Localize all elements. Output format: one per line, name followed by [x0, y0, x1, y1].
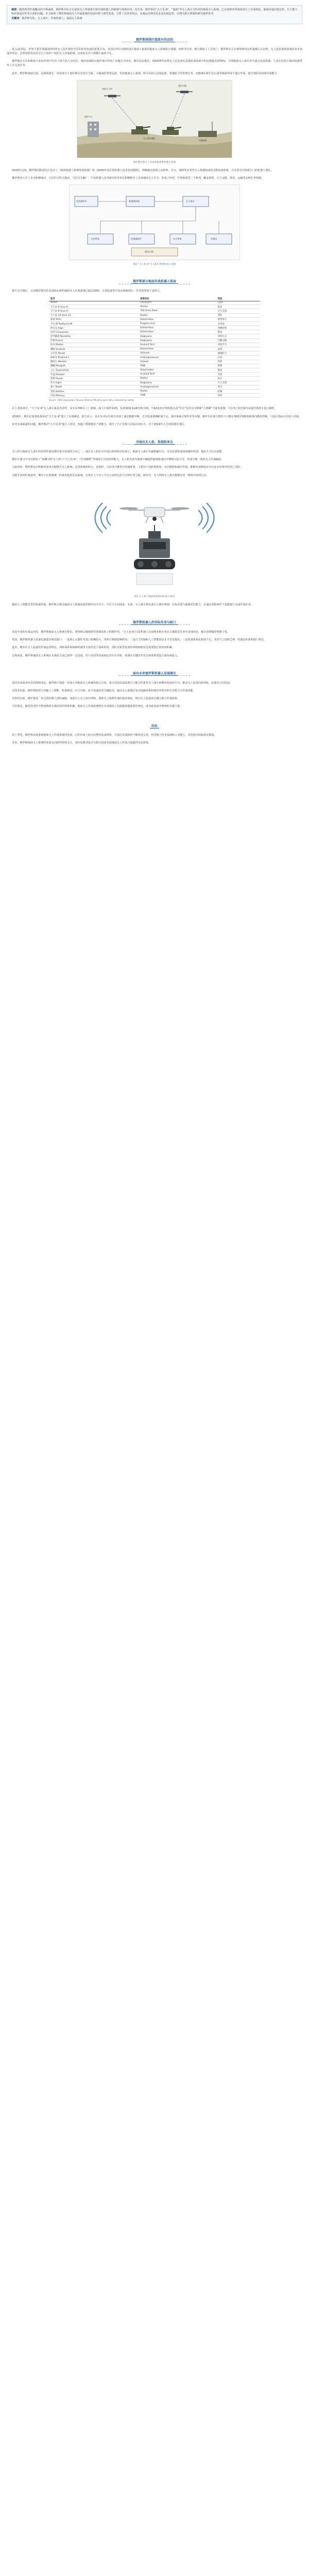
equipment-table [49, 297, 260, 398]
figure-1-concept-illustration [77, 80, 232, 158]
figure-3-svg [80, 482, 229, 592]
paragraph: 可以预见，随着技术的不断成熟和实战经验的持续积累，地面无人作战系统将在未来战场上扮演越来越重要的角色，成为改变战争规则的关键力量。 [12, 705, 183, 708]
abstract-label: 摘要： [11, 8, 20, 11]
table-row [49, 364, 260, 368]
diagram-box-label: 动力系统 [173, 238, 182, 241]
table-subheader-cell: Developer [139, 301, 216, 305]
figure-1-label: 侦察无人机 [102, 87, 112, 90]
table-cell: 天王星-14 Uran-14 [49, 313, 139, 317]
table-subheader-cell: Model [49, 301, 139, 305]
keywords-text: 俄罗斯军队；无人战车；作战机器人；地面无人系统 [22, 17, 82, 21]
table-row [49, 321, 260, 326]
table-cell: Izhmash [139, 351, 216, 355]
paragraph: 未来，俄罗斯地面无人系统的发展走向值得持续关注，其经验教训也可为相关国家发展地面无人作战力量提供有益借鉴。 [12, 741, 151, 744]
table-row [49, 381, 260, 385]
table-row [49, 385, 260, 389]
table-cell: 标识 Marker [49, 343, 139, 347]
table-cell: 天王星-6 Uran-6 [49, 305, 139, 309]
paragraph: 在上述装备中，“天王星-9”无人战车最具代表性。该车由765兵工厂研制，战斗全重约12吨，装备30毫米2A72机关炮、7.62毫米并列机枪以及“攻击”反坦克导弹和“大黄蜂”火箭发射器，可在3公里范围内由遥控指挥车进行操控。 [12, 407, 277, 411]
table-cell: 涅列赫塔 Nerekhta [49, 334, 139, 338]
table-cell: Rostec [139, 313, 216, 317]
figure-2-svg [70, 185, 239, 260]
table-cell: 罗盘 Kompas [49, 372, 139, 377]
keywords-line [11, 17, 298, 21]
table-cell: 765 Arms Plant [139, 309, 216, 313]
table-cell: 排雷 [216, 305, 260, 309]
table-cell: 战士 Boets [49, 385, 139, 389]
diagram-box-label: 无人战车 [186, 200, 195, 203]
table-header-cell: 研制单位 [139, 297, 216, 301]
table-cell: 侦察 [216, 360, 260, 364]
table-row [49, 309, 260, 313]
table-cell: TsNII [139, 394, 216, 398]
table-cell: Uralvagonzavod [139, 355, 216, 360]
section-5 [7, 616, 302, 658]
figure-1-label: 指挥中心 [84, 115, 93, 118]
figure-3-drone-robot [80, 482, 229, 592]
table-cell: 警戒 [216, 330, 260, 334]
table-cell: 堡垒 Bastion [49, 389, 139, 393]
section-1-title: 俄罗斯研制打造战车的动因 [134, 37, 175, 42]
diagram-box-label: 武器站 [211, 238, 217, 241]
paragraph: 从近年来的实战运用看，俄罗斯地面无人系统在排雷、侦察和后勤保障等领域发挥了积极作用。“天王星-6”扫雷机器人在叙利亚帕尔米拉古城排雷任务中表现出色，累计清理爆炸物数千枚。 [12, 630, 230, 634]
table-cell: Degtyarev [139, 381, 216, 385]
paragraph: 据不完全统计，目前俄罗斯军队装备和在研的地面无人作战系统已超过20种，主要装备型号及其研制单位、任务类型如下表所示。 [12, 290, 162, 293]
table-subheader-row [49, 301, 260, 305]
paragraph: 与此同时，俄罗斯还在积极发展单兵便携式无人系统。这类系统体积小、重量轻，可由单兵携带并快速部署，主要用于近距离侦察、室内搜索和城市作战，能够有效降低步兵在复杂环境中的伤亡风险。 [12, 466, 243, 469]
table-row [49, 351, 260, 355]
table-cell: 天王星-9 Uran-9 [49, 309, 139, 313]
section-1 [7, 33, 302, 76]
table-cell: 试验平台 [216, 343, 260, 347]
table-cell: 重型战车 [216, 317, 260, 321]
table-cell: Rostec [139, 389, 216, 393]
section-5-title: 俄罗斯机器人的实际作用与缺口 [131, 620, 178, 625]
table-cell: 同伴 Companion [49, 330, 139, 334]
table-cell: 探索者 Prokhod-1 [49, 355, 139, 360]
paragraph: 在组织层面，俄军将进一步完善机器人部队编制，加强有人无人协同训练，探索无人集群作战的战术战法，推动无人装备真正融入联合作战体系。 [12, 697, 180, 701]
table-cell: 火力支援 [216, 381, 260, 385]
table-cell: Uralvagonzavod [139, 385, 216, 389]
figure-1-label: 通信中继 [178, 84, 186, 87]
table-header-row [49, 297, 260, 301]
paragraph: 俄罗斯在车臣和格鲁吉亚的冲突中付出了较大的人员代价，城市巷战和山地作战中的伤亡问题尤为突出。俄军高层提出，到2025年前将无人化装备在武器装备体系中的比例提高到30%，并将地面无人战车作为重点发展领域，力求在危险区域以机器替代士兵完成任务。 [7, 60, 302, 67]
figure-2-caption: 图2 “天王星-9”无人战车系统组成示意图 [133, 263, 176, 266]
spacer [7, 401, 302, 406]
table-cell: Degtyarev [139, 338, 216, 343]
table-cell: Rostec [139, 305, 216, 309]
table-row [49, 377, 260, 381]
table-cell: 烈火 Ogon [49, 381, 139, 385]
table-cell: Izhevsk [139, 360, 216, 364]
table-cell: Kalashnikov [139, 347, 216, 351]
section-7 [7, 733, 302, 745]
table-row [49, 334, 260, 338]
table-cell: Kalashnikov [139, 330, 216, 334]
table-cell: Progress Inst. [139, 321, 216, 326]
paragraph: 2018年，俄军在叙利亚战场对“天王星-9”进行了实战测试。报告显示，该车在实际作战中出现了通信链路中断、光学设备探测距离不足、悬挂系统可靠性差等问题，操作员在部分情况下只能在300至500米距离内维持控制，与设计指标存在较大差距。 [12, 415, 302, 418]
paragraph: 面对未来战争形态的深刻变化，俄罗斯计划进一步加大对地面无人系统的投入力度，重点发展具备高度自主能力的重型无人战车和模块化通用平台，推动无人装备向系列化、标准化方向发展。 [12, 681, 233, 685]
table-cell: 德国人 Nemets [49, 360, 139, 364]
table-row [49, 389, 260, 393]
table-cell: 扫雷 [216, 355, 260, 360]
section-4-title: 对抽出无人机、系统和单兵 [134, 439, 175, 445]
paragraph: 此外，俄罗斯地域辽阔、边境线漫长，仅依靠有人部队难以实现全天候、全地域的警戒巡逻。发展地面无人系统，既可以执行边境巡逻、要地防卫等常规任务，也能够在核生化污染等极端环境下遂行作战，提升部队的持续作战能力。 [12, 72, 280, 75]
table-source-note: Source: CNA Corporation; Russian Defense Ministry open data, compiled by author [49, 399, 134, 402]
table-cell: 信使 Kuryer [49, 338, 139, 343]
section-3-title: 俄罗斯部分地面作战机器人装备 [131, 279, 178, 284]
article [0, 0, 309, 755]
figure-1-caption: 图1 俄罗斯无人作战系统体系构想示意图 [133, 161, 176, 164]
table-cell: 后勤运输 [216, 338, 260, 343]
table-row [49, 326, 260, 330]
table-cell: TsNII [139, 364, 216, 368]
building-icon [88, 122, 99, 137]
paragraph: 2020年以来，俄罗斯国防部先后发布了《地面机器人系统发展构想》和《2030年前军用机器人技术发展纲要》，明确提出要建立由侦察、打击、保障等多类型无人系统构成的完整装备体系，并在各军区组建专门的机器人部队。 [12, 168, 273, 172]
diagram-box-label: 遥控指挥车 [76, 200, 87, 203]
table-cell: Android Tech [139, 343, 216, 347]
figure-2-system-diagram [69, 184, 240, 260]
table-row [49, 355, 260, 360]
table-cell: 平台-M Platforma-M [49, 321, 139, 326]
diagram-box-label: 通信天线 [145, 250, 153, 253]
table-cell: 排爆 [216, 364, 260, 368]
table-cell: Degtyarev [139, 334, 216, 338]
figure-1-label: 后勤保障 [199, 139, 207, 142]
table-cell: 要地防卫 [216, 351, 260, 355]
table-header-cell: 类型 [216, 297, 260, 301]
diagram-box-label: 传感器组件 [131, 238, 142, 241]
paragraph: 针对实战暴露的问题，俄罗斯对“天王星-9”进行了改进，加强了数据链抗干扰能力，提升了自主导航与目标识别水平，并于2019年正式列装俄军部队。 [12, 422, 187, 426]
table-cell: 猫鼬 Mangust [49, 364, 139, 368]
table-cell: Android Tech [139, 372, 216, 377]
table-cell: 火力支援 [216, 309, 260, 313]
table-cell: 防御 [216, 389, 260, 393]
paragraph: 为提升协同作战效率，俄军正在构建统一的战术指挥信息系统，实现有人与无人平台之间的信息共享和任务分配，使单兵、无人机和无人战车能够在同一网络中协调行动。 [12, 473, 209, 477]
abstract-text: 随着新型作战概念的不断涌现，俄罗斯军队正在加快无人驾驶战车和作战机器人的研制与部署步伐。近年来，俄罗斯以“天王星-9”、“旋涡”等无人战车为代表的地面无人系统，已在叙利亚等战场进行了实战检验，暴露出通信稳定性、自主能力和环境适应性等方面的问题。本文梳理了俄罗斯地面无人作战系统的发展历程与典型装备，分析了其技术特点、实战运用情况及未来发展趋势，以期为相关领域的研究提供参考。 [11, 8, 298, 15]
table-cell: 巡逻 [216, 347, 260, 351]
table-header-cell: 型号 [49, 297, 139, 301]
table-row [49, 317, 260, 321]
table-row [49, 368, 260, 372]
table-cell: 突击 [216, 385, 260, 389]
table-row [49, 330, 260, 334]
table-cell: 两栖侦察 [216, 326, 260, 330]
section-6-title: 面向未来俄罗斯机器人发展建议 [131, 671, 178, 676]
table-row [49, 394, 260, 398]
table-cell: 导航 [216, 372, 260, 377]
table-cell: 侦察打击 [216, 334, 260, 338]
table-row [49, 305, 260, 309]
figure-1-label: 无人战车编队 [143, 137, 156, 140]
table-cell: 消防 [216, 313, 260, 317]
paragraph: 俄军在演习中多次检验了“海鹰-10”无人机与“天王星-9”、“涅列赫塔”等地面平台的协同能力，无人机负责为地面车辆提供超视距通信中继和目标引导，形成空地一体的无人作战编组。 [12, 458, 224, 462]
table-cell: Kalashnikov [139, 368, 216, 372]
table-subheader-cell: Type [216, 301, 260, 305]
paragraph: 无人机与地面无人战车的协同作战是俄军重点发展的方向之一。通过无人机在空中进行侦察和目标指示，地面无人战车实施精确打击，可以显著拓展战场感知范围，提高火力打击效能。 [12, 450, 225, 453]
paragraph: 随着人工智能技术的快速发展，俄罗斯正推动地面无人系统由遥控操作向半自主、全自主方向演进。未来，无人战车将具备自主路径规划、目标识别与威胁评估能力，在通信受限条件下也能独立完成作战任务。 [12, 603, 253, 606]
figure-3-caption: 图3 无人机与地面系统协同作战示意图 [134, 595, 175, 598]
paragraph: 总体来看，俄罗斯地面无人系统在实战化方面已取得一定进展，但与美国等国家相比仍存在差距，需要在关键技术攻关和体系建设方面持续投入。 [12, 654, 180, 657]
table-cell: 多用途 [216, 321, 260, 326]
paragraph: 此外，俄军在无人装备的作战运用理论、训练体系和保障机制等方面仍处于探索阶段，部队对新型装备的掌握和使用还需要较长的时间积累。 [12, 646, 175, 650]
table-row [49, 313, 260, 317]
table-row [49, 338, 260, 343]
table-row [49, 360, 260, 364]
table-cell: Kalashnikov [139, 317, 216, 321]
table-cell: 卫士 Zashchitnik [49, 368, 139, 372]
conclusion-title: 结论 [150, 723, 159, 728]
section-4 [7, 435, 302, 478]
ground-robot-icon [134, 525, 175, 569]
drone-icon [119, 507, 190, 523]
table-cell: Kalashnikov [139, 326, 216, 330]
table-cell: 旋涡 Vikhr [49, 317, 139, 321]
diagram-box-label: 火控系统 [91, 238, 99, 241]
table-cell: 警戒 [216, 368, 260, 372]
table-row [49, 343, 260, 347]
keywords-label: 关键词： [11, 17, 22, 21]
table-cell: Rostec [139, 377, 216, 381]
paragraph: 在技术层面，俄罗斯将着力突破人工智能、机器视觉、自主导航、抗干扰通信等关键技术，提高无人系统在复杂电磁环境和城市环境中的生存能力与作战效能。 [12, 689, 196, 692]
conclusion-heading-wrap [7, 719, 302, 729]
table-cell: 鹰眼 Soratnik [49, 347, 139, 351]
table-row [49, 372, 260, 377]
section-3 [7, 275, 302, 401]
table-row [49, 347, 260, 351]
diagram-box-label: 数据链终端 [129, 200, 140, 203]
table-cell: 闪电 Molniya [49, 394, 139, 398]
table-cell: 守护者 Strazh [49, 351, 139, 355]
figure-1-svg [77, 80, 232, 158]
table-cell: 侦察 [216, 394, 260, 398]
paragraph: 俄罗斯各大军工企业积极响应，卡拉什尼科夫集团、乌拉尔车辆厂、中央机器人技术研究所等单位相继推出了多款地面无人平台，形成了轻型、中型和重型三个系列，覆盖侦察、火力支援、排雷、运输等多种任务领域。 [12, 177, 264, 180]
table-cell: 盾牌 Shchit [49, 377, 139, 381]
section-6 [7, 667, 302, 709]
abstract-box [7, 5, 302, 24]
table-cell: 阿尔戈 Argo [49, 326, 139, 330]
paragraph: 然而，俄罗斯机器人装备也暴露出明显缺口：一是核心元器件对进口依赖较大，受西方制裁影响明显；二是自主控制和人工智能算法水平有待提高；三是装备体系化程度不足，各型号之间缺乏统一的通信标准和接口规范。 [12, 638, 267, 642]
paragraph: 综上所述，俄罗斯高度重视地面无人作战系统的发展，已经形成了较为完整的装备谱系，并通过实战检验不断改进完善。但受制于技术基础和工业能力，其发展仍面临诸多挑战。 [12, 733, 217, 737]
paragraph: 进入21世纪，世界主要军事强国纷纷将无人化作战作为军队转型发展的重要方向。美国在伊拉克和阿富汗战场大量使用地面无人系统执行排爆、侦察等任务，极大降低了人员伤亡。俄罗斯军方在观察研究这些战例后认识到，无人化装备将深刻改变未来战争形态，必须加快发展具有自主知识产权的无人作战系统，以弥补在兵力规模方面的不足。 [7, 47, 302, 55]
table-cell: 防护 [216, 377, 260, 381]
